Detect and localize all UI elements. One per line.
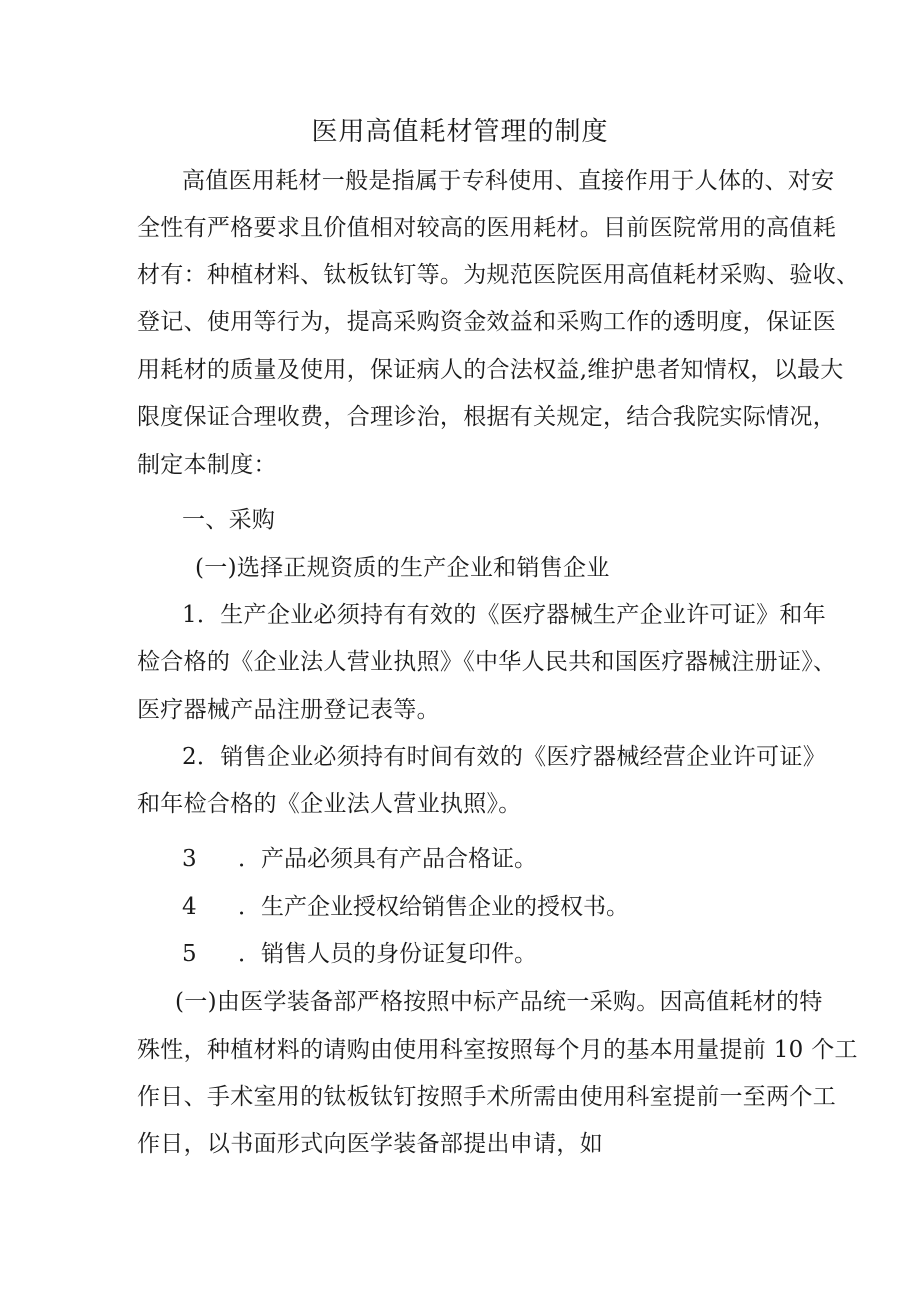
list-item-line: 检合格的《企业法人营业执照》《中华人民共和国医疗器械注册证》、 xyxy=(137,649,837,675)
list-item-line: 2．销售企业必须持有时间有效的《医疗器械经营企业许可证》 xyxy=(182,744,827,770)
list-item-line: 1．生产企业必须持有有效的《医疗器械生产企业许可证》和年 xyxy=(182,602,827,628)
intro-line: 用耗材的质量及使用，保证病人的合法权益,维护患者知情权，以最大 xyxy=(137,357,844,383)
subsection-heading: (一)选择正规资质的生产企业和销售企业 xyxy=(195,555,610,581)
list-item-line: 医疗器械产品注册登记表等。 xyxy=(137,697,440,723)
list-item-text: ．销售人员的身份证复印件。 xyxy=(238,941,537,967)
intro-line: 制定本制度： xyxy=(137,452,277,478)
intro-line: 材有：种植材料、钛板钛钉等。为规范医院医用高值耗材采购、验收、 xyxy=(137,262,860,288)
paragraph-line: 殊性，种植材料的请购由使用科室按照每个月的基本用量提前 10 个工 xyxy=(137,1037,858,1063)
intro-line: 全性有严格要求且价值相对较高的医用耗材。目前医院常用的高值耗 xyxy=(137,215,836,241)
list-item-number: 5 xyxy=(182,941,197,967)
paragraph-line: (一)由医学装备部严格按照中标产品统一采购。因高值耗材的特 xyxy=(175,989,823,1015)
list-item-number: 4 xyxy=(182,894,197,920)
paragraph-line: 作日，以书面形式向医学装备部提出申请，如 xyxy=(137,1131,603,1157)
intro-line: 登记、使用等行为，提高采购资金效益和采购工作的透明度，保证医 xyxy=(137,309,836,335)
list-item-number: 3 xyxy=(182,846,197,872)
paragraph-line: 作日、手术室用的钛板钛钉按照手术所需由使用科室提前一至两个工 xyxy=(137,1084,836,1110)
document-title: 医用高值耗材管理的制度 xyxy=(311,117,609,147)
intro-line: 限度保证合理收费，合理诊治，根据有关规定，结合我院实际情况， xyxy=(137,404,836,430)
list-item-text: ．产品必须具有产品合格证。 xyxy=(238,846,537,872)
section-heading: 一、采购 xyxy=(182,507,276,533)
intro-line: 高值医用耗材一般是指属于专科使用、直接作用于人体的、对安 xyxy=(182,168,835,194)
list-item-line: 和年检合格的《企业法人营业执照》。 xyxy=(137,791,522,817)
list-item-text: ．生产企业授权给销售企业的授权书。 xyxy=(238,894,629,920)
